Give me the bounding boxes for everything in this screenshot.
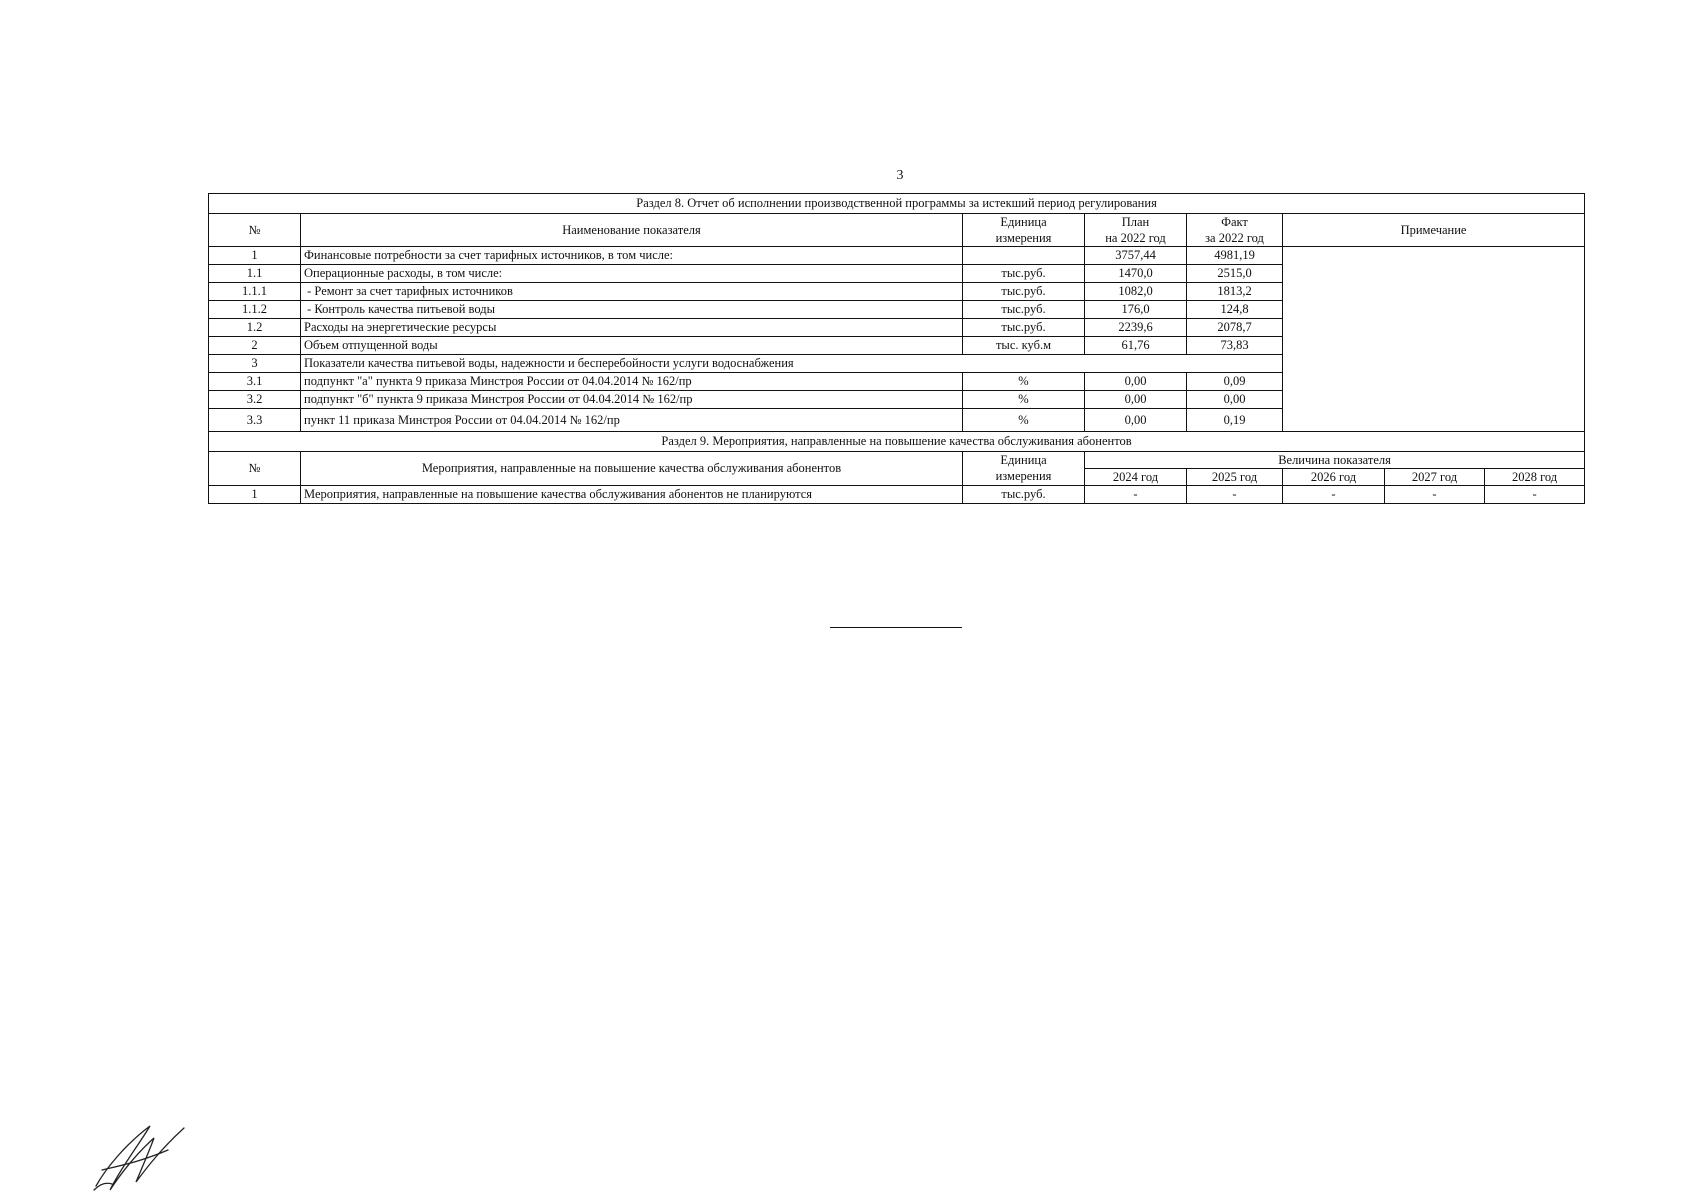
row-name: Расходы на энергетические ресурсы bbox=[301, 319, 963, 337]
s9-header-value: Величина показателя bbox=[1085, 452, 1585, 469]
row-fact: 4981,19 bbox=[1187, 247, 1283, 265]
row-value-2027: - bbox=[1385, 486, 1485, 504]
row-fact: 2078,7 bbox=[1187, 319, 1283, 337]
row-fact: 1813,2 bbox=[1187, 283, 1283, 301]
s9-header-year-2028: 2028 год bbox=[1485, 469, 1585, 486]
section9-title: Раздел 9. Мероприятия, направленные на повышение качества обслуживания абонентов bbox=[209, 432, 1585, 452]
signature bbox=[92, 1118, 202, 1194]
row-fact: 124,8 bbox=[1187, 301, 1283, 319]
s9-header-num: № bbox=[209, 452, 301, 486]
row-unit: % bbox=[963, 409, 1085, 432]
row-fact: 73,83 bbox=[1187, 337, 1283, 355]
row-num: 3.3 bbox=[209, 409, 301, 432]
row-name: подпункт "б" пункта 9 приказа Минстроя России от 04.04.2014 № 162/пр bbox=[301, 391, 963, 409]
s9-header-year-2025: 2025 год bbox=[1187, 469, 1283, 486]
row-value-2026: - bbox=[1283, 486, 1385, 504]
row-num: 3.2 bbox=[209, 391, 301, 409]
page-number: 3 bbox=[896, 168, 904, 183]
row-unit: тыс.руб. bbox=[963, 301, 1085, 319]
row-name: Операционные расходы, в том числе: bbox=[301, 265, 963, 283]
row-name: подпункт "а" пункта 9 приказа Минстроя России от 04.04.2014 № 162/пр bbox=[301, 373, 963, 391]
s8-header-plan-2: на 2022 год bbox=[1085, 230, 1187, 247]
row-fact: 0,09 bbox=[1187, 373, 1283, 391]
row-unit: % bbox=[963, 391, 1085, 409]
row-value-2025: - bbox=[1187, 486, 1283, 504]
row-name: - Ремонт за счет тарифных источников bbox=[301, 283, 963, 301]
row-fact: 0,00 bbox=[1187, 391, 1283, 409]
row-unit: тыс.руб. bbox=[963, 283, 1085, 301]
s8-header-fact-1: Факт bbox=[1187, 214, 1283, 231]
s8-header-fact-2: за 2022 год bbox=[1187, 230, 1283, 247]
s9-header-unit-1: Единица bbox=[963, 452, 1085, 469]
s9-header-unit-2: измерения bbox=[963, 469, 1085, 486]
s8-header-unit-1: Единица bbox=[963, 214, 1085, 231]
row-plan: 176,0 bbox=[1085, 301, 1187, 319]
s9-header-name: Мероприятия, направленные на повышение качества обслуживания абонентов bbox=[301, 452, 963, 486]
row-plan: 61,76 bbox=[1085, 337, 1187, 355]
row-fact: 0,19 bbox=[1187, 409, 1283, 432]
row-num: 1 bbox=[209, 247, 301, 265]
table-row bbox=[209, 486, 1585, 504]
row-unit: % bbox=[963, 373, 1085, 391]
row-plan: 0,00 bbox=[1085, 373, 1187, 391]
row-num: 1 bbox=[209, 486, 301, 504]
row-name: Объем отпущенной воды bbox=[301, 337, 963, 355]
row-unit bbox=[963, 247, 1085, 265]
row-num: 2 bbox=[209, 337, 301, 355]
row-unit: тыс.руб. bbox=[963, 486, 1085, 504]
s8-header-unit-2: измерения bbox=[963, 230, 1085, 247]
report-table bbox=[208, 193, 1585, 504]
s8-header-name: Наименование показателя bbox=[301, 214, 963, 247]
row-value-2024: - bbox=[1085, 486, 1187, 504]
row-value-2028: - bbox=[1485, 486, 1585, 504]
s9-header-year-2027: 2027 год bbox=[1385, 469, 1485, 486]
table-row bbox=[209, 247, 1585, 265]
row-plan: 2239,6 bbox=[1085, 319, 1187, 337]
row-num: 1.1.2 bbox=[209, 301, 301, 319]
row-name: - Контроль качества питьевой воды bbox=[301, 301, 963, 319]
row-num: 1.1 bbox=[209, 265, 301, 283]
s8-header-note: Примечание bbox=[1283, 214, 1585, 247]
s9-header-year-2026: 2026 год bbox=[1283, 469, 1385, 486]
row-num: 1.1.1 bbox=[209, 283, 301, 301]
row-name: пункт 11 приказа Минстроя России от 04.04.2014 № 162/пр bbox=[301, 409, 963, 432]
s8-note-cell bbox=[1283, 247, 1585, 432]
row-num: 3 bbox=[209, 355, 301, 373]
row-unit: тыс. куб.м bbox=[963, 337, 1085, 355]
row-name: Финансовые потребности за счет тарифных источников, в том числе: bbox=[301, 247, 963, 265]
row-unit: тыс.руб. bbox=[963, 319, 1085, 337]
row-plan: 3757,44 bbox=[1085, 247, 1187, 265]
section8-title: Раздел 8. Отчет об исполнении производственной программы за истекший период регулирования bbox=[209, 194, 1585, 214]
row-plan: 0,00 bbox=[1085, 409, 1187, 432]
s8-header-plan-1: План bbox=[1085, 214, 1187, 231]
row-unit: тыс.руб. bbox=[963, 265, 1085, 283]
row-num: 3.1 bbox=[209, 373, 301, 391]
s9-header-year-2024: 2024 год bbox=[1085, 469, 1187, 486]
row-num: 1.2 bbox=[209, 319, 301, 337]
row-plan: 1082,0 bbox=[1085, 283, 1187, 301]
row-name: Мероприятия, направленные на повышение качества обслуживания абонентов не планируются bbox=[301, 486, 963, 504]
row-plan: 0,00 bbox=[1085, 391, 1187, 409]
row-plan: 1470,0 bbox=[1085, 265, 1187, 283]
row-fact: 2515,0 bbox=[1187, 265, 1283, 283]
row-name: Показатели качества питьевой воды, надежности и бесперебойности услуги водоснабжения bbox=[301, 355, 1283, 373]
s8-header-num: № bbox=[209, 214, 301, 247]
divider-line bbox=[830, 627, 962, 628]
